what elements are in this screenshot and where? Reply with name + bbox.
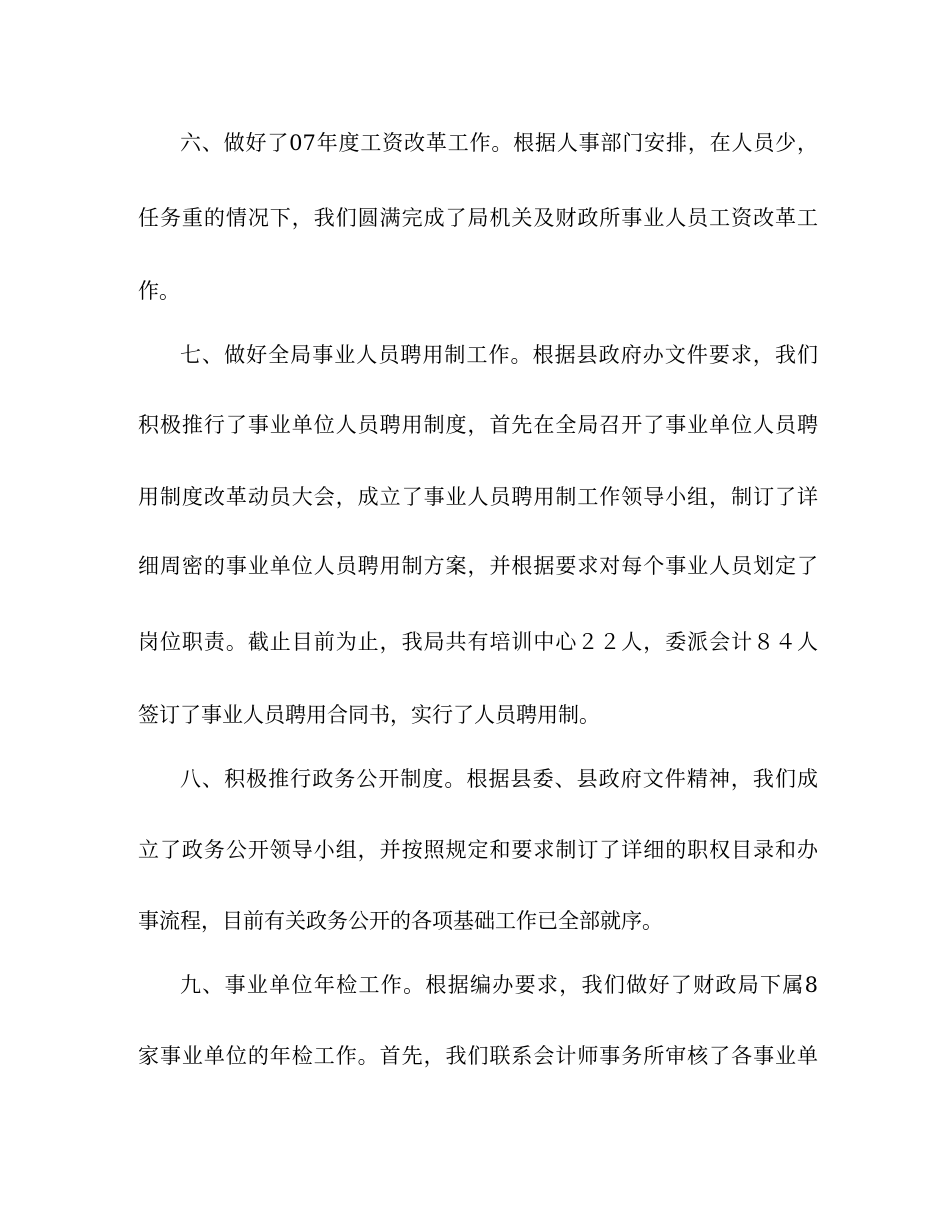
paragraph-9-line-1: 九、事业单位年检工作。根据编办要求，我们做好了财政局下属8 — [180, 973, 818, 997]
paragraph-7-line-5: 岗位职责。截止目前为止，我局共有培训中心２２人，委派会计８４人 — [138, 630, 818, 654]
paragraph-7-line-1: 七、做好全局事业人员聘用制工作。根据县政府办文件要求，我们 — [180, 343, 818, 367]
paragraph-8-line-1: 八、积极推行政务公开制度。根据县委、县政府文件精神，我们成 — [180, 767, 818, 791]
paragraph-6-line-1: 六、做好了07年度工资改革工作。根据人事部门安排，在人员少， — [180, 131, 818, 155]
paragraph-7-line-6: 签订了事业人员聘用合同书，实行了人员聘用制。 — [138, 703, 600, 727]
paragraph-7-line-2: 积极推行了事业单位人员聘用制度，首先在全局召开了事业单位人员聘 — [138, 413, 818, 437]
paragraph-8-line-3: 事流程，目前有关政务公开的各项基础工作已全部就序。 — [138, 909, 663, 933]
paragraph-6-line-2: 任务重的情况下，我们圆满完成了局机关及财政所事业人员工资改革工 — [138, 206, 818, 230]
paragraph-7-line-3: 用制度改革动员大会，成立了事业人员聘用制工作领导小组，制订了详 — [138, 485, 818, 509]
paragraph-8-line-2: 立了政务公开领导小组，并按照规定和要求制订了详细的职权目录和办 — [138, 838, 818, 862]
paragraph-9-line-2: 家事业单位的年检工作。首先，我们联系会计师事务所审核了各事业单 — [138, 1044, 818, 1068]
paragraph-7-line-4: 细周密的事业单位人员聘用制方案，并根据要求对每个事业人员划定了 — [138, 554, 818, 578]
paragraph-6-line-3: 作。 — [138, 279, 180, 303]
